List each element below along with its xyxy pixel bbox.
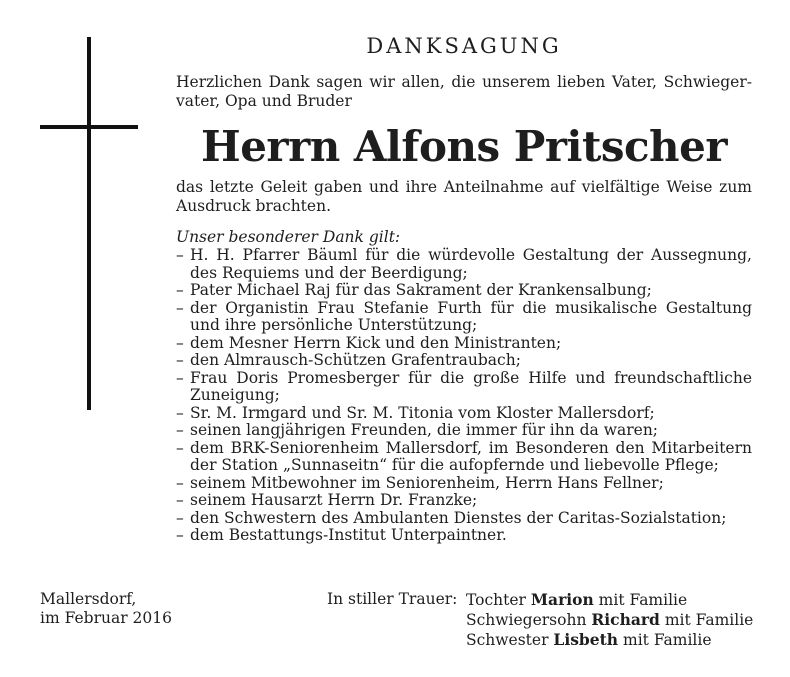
list-item — [176, 527, 752, 545]
dash: – — [176, 526, 184, 544]
list-item — [176, 247, 752, 282]
list-item — [176, 492, 752, 510]
dash: – — [176, 421, 184, 439]
signer-relation: Schwiegersohn — [466, 611, 592, 629]
list-item — [176, 422, 752, 440]
after-text: das letzte Geleit gaben und ihre Anteilnahme auf vielfältige Weise zum Ausdruck brachten. — [176, 178, 752, 215]
dash: – — [176, 403, 184, 422]
list-item — [176, 300, 752, 335]
dash: – — [176, 333, 184, 352]
place-date — [40, 590, 172, 628]
signer-suffix: mit Familie — [593, 591, 688, 609]
signer-line — [466, 610, 753, 630]
signer-relation: Schwester — [466, 631, 554, 649]
signer-relation: Tochter — [466, 591, 531, 609]
cross-vertical-bar — [87, 37, 91, 410]
list-item-text: seinen langjährigen Freunden, die immer für ihn da waren; — [190, 421, 659, 439]
list-item-text: der Organistin Frau Stefanie Furth für die musikalische Gestaltung und ihre persönliche Unterstützung; — [190, 298, 752, 334]
signer-suffix: mit Familie — [618, 631, 712, 649]
list-item-text: H. H. Pfarrer Bäuml für die würdevolle Gestaltung der Aussegnung, des Requiems und der Beerdigung; — [190, 246, 752, 282]
list-item-text: seinem Hausarzt Herrn Dr. Franzke; — [190, 491, 478, 509]
signer-name: Lisbeth — [553, 630, 619, 649]
signer-line — [466, 590, 753, 610]
dash: – — [176, 438, 184, 457]
thanks-title: Unser besonderer Dank gilt: — [176, 228, 401, 246]
list-item-text: dem BRK-Seniorenheim Mallersdorf, im Besonderen den Mitarbeitern der Station „Sunnaseitn“ für die aufopfernde und liebevolle Pflege; — [190, 438, 752, 474]
dash: – — [176, 491, 184, 509]
list-item — [176, 510, 752, 528]
list-item-text: den Almrausch-Schützen Grafentraubach; — [190, 351, 521, 369]
dash: – — [176, 473, 184, 492]
cross-horizontal-bar — [40, 125, 138, 129]
signers — [466, 590, 753, 650]
signer-name: Marion — [530, 590, 594, 609]
list-item-text: Sr. M. Irmgard und Sr. M. Titonia vom Kloster Mallersdorf; — [190, 403, 655, 422]
list-item — [176, 370, 752, 405]
heading: DANKSAGUNG — [366, 34, 562, 58]
dash: – — [176, 298, 184, 317]
list-item-text: dem Mesner Herrn Kick und den Ministranten; — [190, 333, 562, 352]
dash: – — [176, 351, 184, 369]
date: im Februar 2016 — [40, 609, 172, 627]
dash: – — [176, 508, 184, 527]
list-item — [176, 352, 752, 370]
dash: – — [176, 281, 184, 299]
dash: – — [176, 246, 184, 264]
list-item-text: dem Bestattungs-Institut Unterpaintner. — [190, 526, 507, 544]
dash: – — [176, 368, 184, 387]
list-item — [176, 475, 752, 493]
list-item — [176, 282, 752, 300]
list-item-text: Frau Doris Promesberger für die große Hilfe und freundschaftliche Zuneigung; — [190, 368, 752, 404]
list-item — [176, 440, 752, 475]
intro-text: Herzlichen Dank sagen wir allen, die unserem lieben Vater, Schwieger-vater, Opa und Bruder — [176, 73, 752, 110]
place: Mallersdorf, — [40, 590, 137, 608]
signer-suffix: mit Familie — [659, 611, 754, 629]
thanks-list — [176, 247, 752, 545]
list-item-text: Pater Michael Raj für das Sakrament der Krankensalbung; — [190, 281, 652, 299]
signer-name: Richard — [591, 610, 660, 629]
signer-line — [466, 630, 753, 650]
list-item — [176, 335, 752, 353]
deceased-name: Herrn Alfons Pritscher — [201, 122, 727, 171]
list-item-text: seinem Mitbewohner im Seniorenheim, Herrn Hans Fellner; — [190, 473, 664, 492]
list-item-text: den Schwestern des Ambulanten Dienstes der Caritas-Sozialstation; — [190, 508, 727, 527]
list-item — [176, 405, 752, 423]
mourning-label: In stiller Trauer: — [327, 590, 458, 608]
